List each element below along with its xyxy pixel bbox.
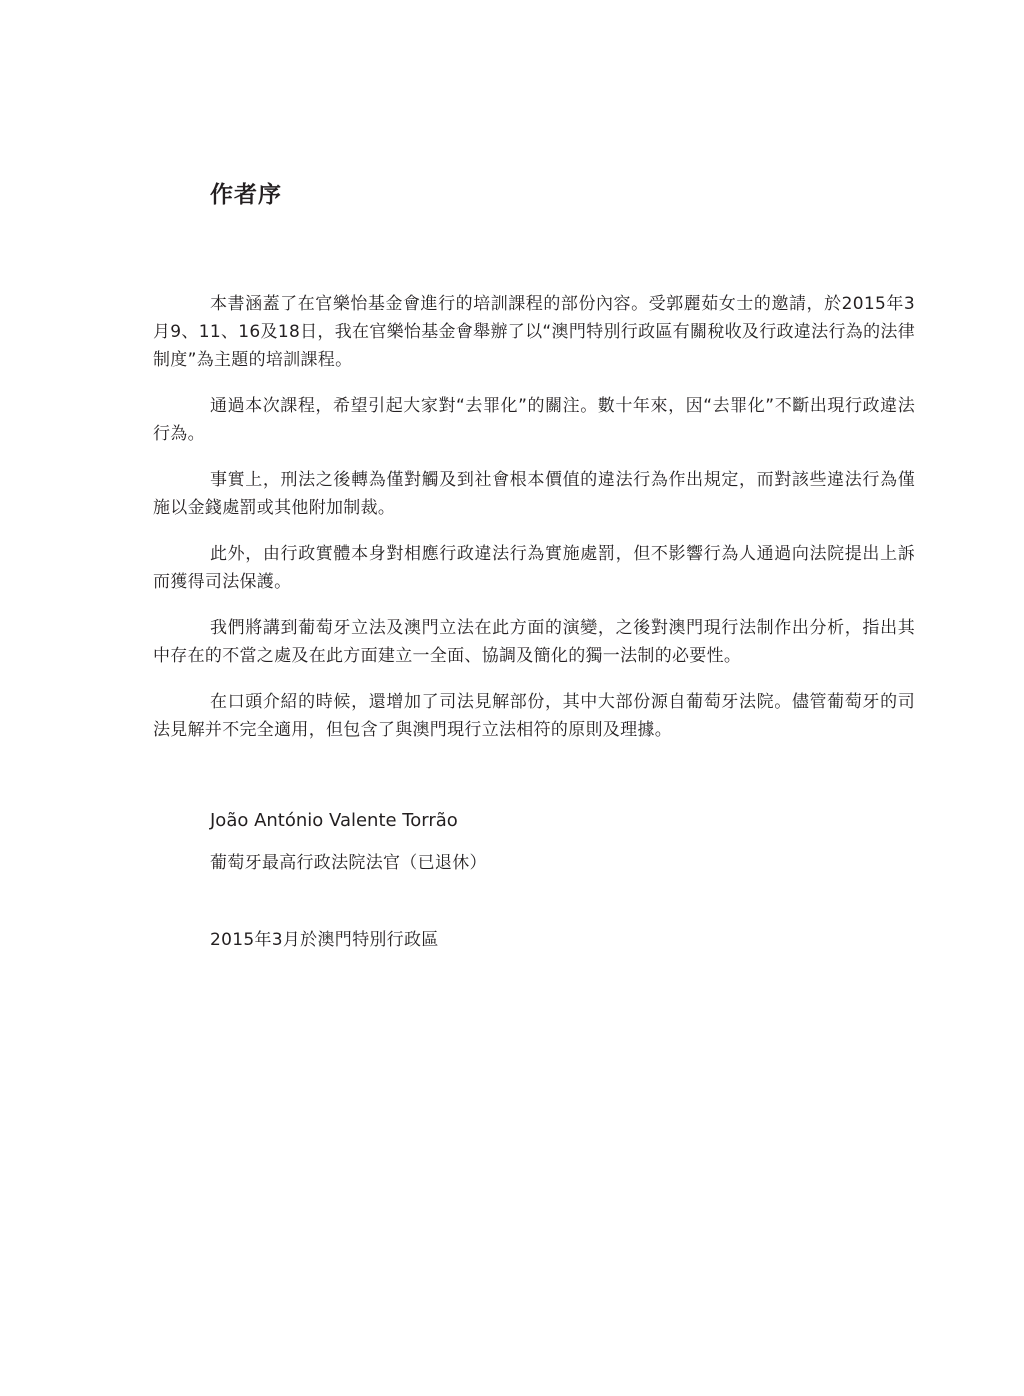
paragraph-6: 在口頭介紹的時候，還增加了司法見解部份，其中大部份源自葡萄牙法院。儘管葡萄牙的司法見解并不完全適用，但包含了與澳門現行立法相符的原則及理據。 <box>153 692 915 740</box>
page-title: 作者序 <box>210 182 282 208</box>
paragraph-2: 通過本次課程，希望引起大家對“去罪化”的關注。數十年來，因“去罪化”不斷出現行政違法行為。 <box>153 396 915 444</box>
preface-body <box>153 290 915 762</box>
paragraph-4: 此外，由行政實體本身對相應行政違法行為實施處罰，但不影響行為人通過向法院提出上訴而獲得司法保護。 <box>153 544 915 592</box>
author-role: 葡萄牙最高行政法院法官（已退休） <box>210 853 487 873</box>
paragraph-3: 事實上，刑法之後轉為僅對觸及到社會根本價值的違法行為作出規定，而對該些違法行為僅施以金錢處罰或其他附加制裁。 <box>153 470 915 518</box>
paragraph-1: 本書涵蓋了在官樂怡基金會進行的培訓課程的部份內容。受郭麗茹女士的邀請，於2015年3月9、11、16及18日，我在官樂怡基金會舉辦了以“澳門特別行政區有關稅收及行政違法行為的法律制度”為主題的培訓課程。 <box>153 294 915 370</box>
paragraph-5: 我們將講到葡萄牙立法及澳門立法在此方面的演變，之後對澳門現行法制作出分析，指出其中存在的不當之處及在此方面建立一全面、協調及簡化的獨一法制的必要性。 <box>153 618 915 666</box>
author-name: João António Valente Torrão <box>210 810 458 831</box>
signature-date-place: 2015年3月於澳門特別行政區 <box>210 930 439 950</box>
